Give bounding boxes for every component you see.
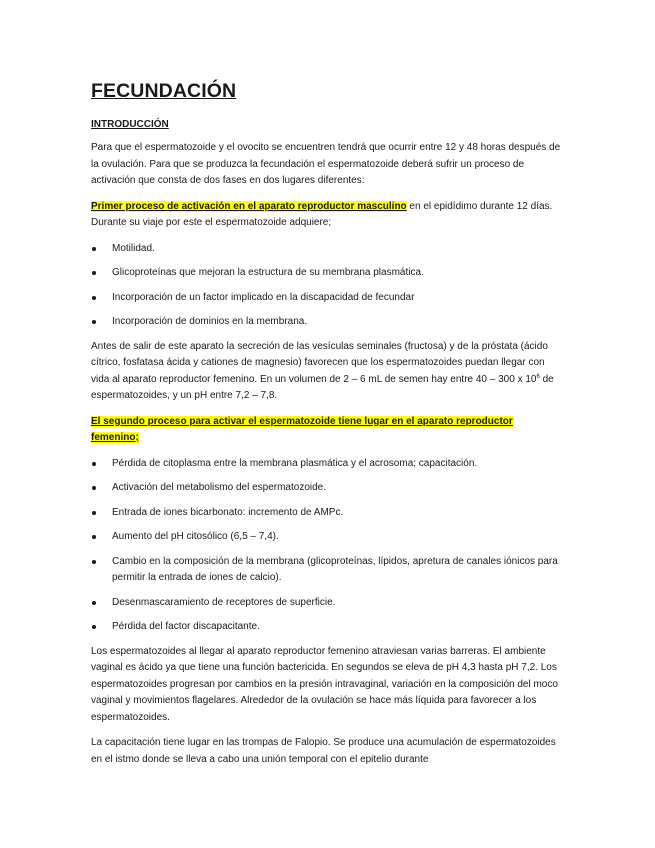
list-item-text: Desenmascaramiento de receptores de superficie. [112, 596, 336, 608]
bullet-icon [92, 511, 96, 515]
list-item-text: Pérdida de citoplasma entre la membrana plasmática y el acrosoma; capacitación. [112, 457, 478, 469]
list-item [91, 456, 563, 473]
intro-paragraph: Para que el espermatozoide y el ovocito se encuentren tendrá que ocurrir entre 12 y 48 horas después de la ovulación. Para que se produzca la fecundación el espermatozoide deberá sufrir un proceso de activación que consta de dos fases en dos lugares diferentes: [91, 142, 561, 186]
list-item [91, 290, 563, 307]
bullet-icon [92, 247, 96, 251]
list-item [91, 314, 563, 331]
list-item-text: Incorporación de un factor implicado en la discapacidad de fecundar [112, 291, 415, 303]
secretion-text: Antes de salir de este aparato la secreción de las vesículas seminales (fructosa) y de la próstata (ácido cítrico, fosfatasa ácida y cationes de magnesio) favorecen que los espermatozoides puedan llegar con vida al aparato reproductor femenino. En un volumen de 2 – 6 mL de semen hay entre 40 – 300 x 10 [91, 340, 548, 385]
list-item-text: Incorporación de dominios en la membrana. [112, 316, 308, 327]
list-item-text: Glicoproteínas que mejoran la estructura de su membrana plasmática. [112, 267, 424, 278]
list-item-text: Cambio en la composición de la membrana (glicoproteínas, lípidos, apretura de canales iónicos para permitir la entrada de iones de calcio). [112, 555, 558, 583]
list-item [91, 265, 563, 282]
bullet-icon [92, 625, 96, 629]
bullet-icon [92, 320, 96, 324]
list-item [91, 619, 563, 636]
list-item-text: Motilidad. [112, 242, 155, 254]
list-item [91, 595, 563, 612]
bullet-icon [92, 486, 96, 490]
list-item [91, 505, 563, 522]
barriers-paragraph: Los espermatozoides al llegar al aparato reproductor femenino atraviesan varias barreras. El ambiente vaginal es ácido ya que tiene una función bactericida. En segundos se eleva de pH 4,3 hasta pH 7,2. Los espermatozoides progresan por cambios en la presión intravaginal, variación en la composición del moco vaginal y movimientos flagelares. Alrededor de la ovulación se hace más líquida para favorecer a los espermatozoides. [91, 645, 558, 723]
bullet-icon [92, 296, 96, 300]
bullet-icon [92, 271, 96, 275]
bullet-icon [92, 535, 96, 539]
first-process-paragraph [91, 199, 563, 232]
first-process-text: en el epidídimo durante 12 días. Durante su viaje por este el espermatozoide adquiere; [91, 200, 553, 228]
bullet-icon [92, 560, 96, 564]
first-process-list [91, 241, 563, 331]
list-item-text: Pérdida del factor discapacitante. [112, 621, 260, 632]
list-item-text: Activación del metabolismo del espermatozoide. [112, 482, 326, 493]
exponent: 6 [536, 373, 540, 380]
second-process-list [91, 456, 563, 636]
second-process-paragraph [91, 414, 563, 447]
list-item-text: Entrada de iones bicarbonato: incremento de AMPc. [112, 506, 344, 518]
first-process-highlight: Primer proceso de activación en el aparato reproductor masculino [91, 200, 407, 212]
list-item [91, 241, 563, 258]
second-process-highlight: El segundo proceso para activar el espermatozoide tiene lugar en el aparato reproductor femenino; [91, 415, 513, 443]
capacitation-paragraph: La capacitación tiene lugar en las trompas de Falopio. Se produce una acumulación de espermatozoides en el istmo donde se lleva a cabo una unión temporal con el epitelio durante [91, 737, 556, 765]
page-title: FECUNDACIÓN [91, 80, 237, 102]
section-heading: INTRODUCCIÓN [91, 119, 169, 130]
bullet-icon [92, 462, 96, 466]
secretion-text-end: de espermatozoides, y un pH entre 7,2 – 7,8. [91, 373, 554, 401]
list-item-text: Aumento del pH citosólico (6,5 – 7,4). [112, 531, 279, 542]
list-item [91, 480, 563, 497]
bullet-icon [92, 601, 96, 605]
list-item [91, 529, 563, 546]
secretion-paragraph [91, 339, 563, 405]
list-item [91, 554, 563, 587]
